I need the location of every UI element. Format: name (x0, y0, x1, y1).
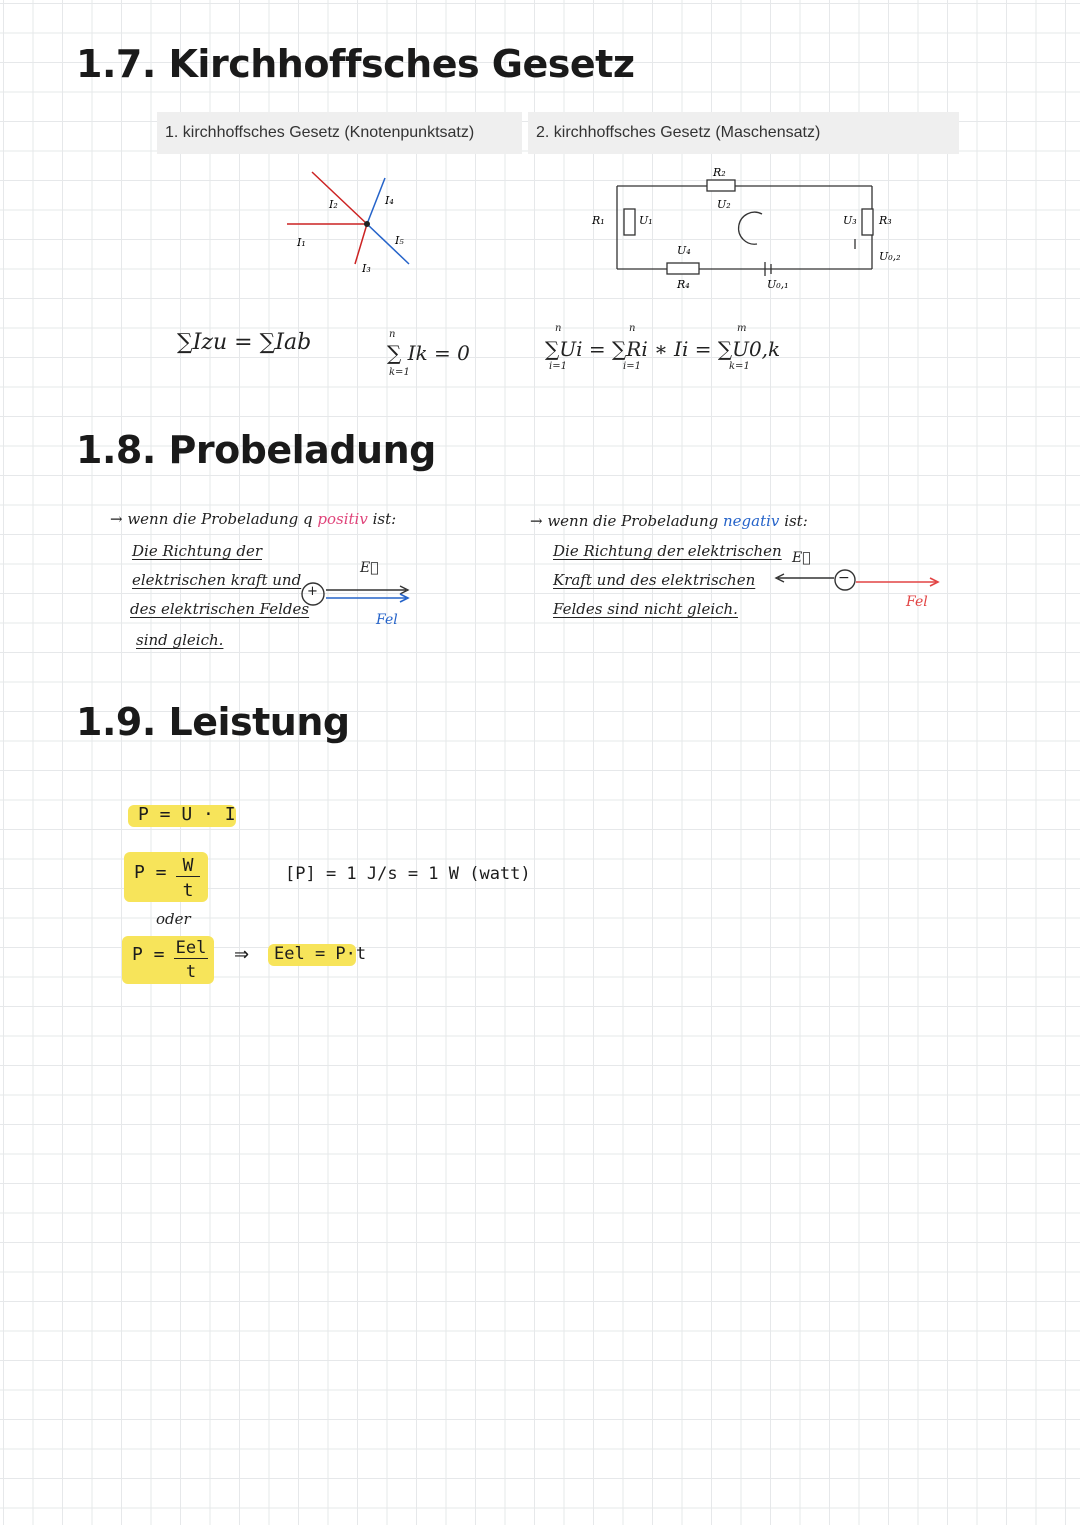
neg-minus-sign: − (838, 570, 850, 586)
neg-f-label: Fel (906, 594, 928, 610)
node-label-i3: I₃ (362, 262, 371, 275)
formula3-bottom-3: k=1 (729, 361, 750, 372)
neg-word: negativ (723, 512, 780, 530)
formula-p-w-left: P = (134, 862, 167, 883)
formula-knoten-2-wrap (367, 317, 517, 387)
formula3-bottom-1: i=1 (549, 361, 567, 372)
formula2-bottom: k=1 (389, 367, 410, 378)
formula3-bottom-2: i=1 (623, 361, 641, 372)
pos-line-2: elektrischen kraft und (132, 571, 302, 589)
formula2-top: n (389, 329, 396, 340)
formula-p-e-num: Eel (175, 938, 207, 958)
formula3-top-1: n (555, 323, 562, 334)
neg-intro-line (530, 512, 808, 530)
formula-knoten-1: ∑Izu = ∑Iab (177, 330, 312, 355)
formula-masche: ∑Ui = ∑Ri ∗ Ii = ∑U0,k (545, 337, 781, 361)
formula3-top-3: m (737, 323, 747, 334)
implies-arrow: ⇒ (234, 944, 250, 965)
pos-intro-line (110, 510, 396, 528)
section-title-probeladung: 1.8. Probeladung (76, 428, 436, 472)
mesh-r3: R₃ (879, 214, 892, 227)
pos-f-label: Fel (376, 612, 398, 628)
pos-plus-sign: + (307, 584, 318, 599)
node-label-i2: I₂ (329, 198, 338, 211)
neg-line-2: Kraft und des elektrischen (553, 571, 756, 589)
formula3-top-2: n (629, 323, 636, 334)
pos-intro: → wenn die Probeladung q (110, 510, 313, 528)
mesh-u2: U₂ (717, 198, 731, 211)
formula-masche-wrap (545, 317, 845, 377)
mesh-u01: U₀,₁ (767, 278, 789, 291)
col1-header: 1. kirchhoffsches Gesetz (Knotenpunktsatz) (157, 112, 522, 154)
formula-p-ui: P = U · I (138, 804, 236, 825)
section-title-kirchhoff: 1.7. Kirchhoffsches Gesetz (76, 42, 635, 86)
mesh-r2: R₂ (713, 166, 726, 179)
unit-definition: [P] = 1 J/s = 1 W (watt) (285, 864, 531, 884)
neg-end: ist: (784, 512, 808, 530)
mesh-r4: R₄ (677, 278, 690, 291)
formula-p-w-den: t (182, 880, 194, 901)
pos-e-label: E⃗ (360, 560, 379, 576)
node-lines (287, 172, 409, 264)
node-label-i5: I₅ (395, 234, 404, 247)
mesh-diagram (587, 164, 927, 294)
neg-e-label: E⃗ (792, 550, 811, 566)
neg-intro: → wenn die Probeladung (530, 512, 719, 530)
oder-text: oder (156, 910, 191, 928)
section-title-leistung: 1.9. Leistung (76, 700, 350, 744)
neg-line-3: Feldes sind nicht gleich. (553, 600, 738, 618)
pos-line-4: sind gleich. (136, 631, 224, 649)
col2-header: 2. kirchhoffsches Gesetz (Maschensatz) (528, 112, 959, 154)
pos-line-3: des elektrischen Feldes (130, 600, 310, 618)
node-label-i1: I₁ (297, 236, 306, 249)
pos-word: positiv (317, 510, 368, 528)
pos-line-1: Die Richtung der (132, 542, 262, 560)
formula-p-w-num: W (176, 855, 200, 877)
mesh-r1: R₁ (592, 214, 605, 227)
mesh-u02: U₀,₂ (879, 250, 901, 263)
mesh-u3: U₃ (843, 214, 857, 227)
formula-eel-pt: Eel = P·t (274, 944, 367, 964)
formula-p-e-left: P = (132, 944, 165, 965)
mesh-u4: U₄ (677, 244, 691, 257)
pos-end: ist: (372, 510, 397, 528)
node-label-i4: I₄ (385, 194, 394, 207)
formula-p-e-den: t (185, 962, 197, 982)
mesh-u1: U₁ (639, 214, 653, 227)
node-diagram (267, 164, 447, 284)
kirchhoff-table (157, 112, 959, 392)
neg-line-1: Die Richtung der elektrischen (553, 542, 782, 560)
formula-knoten-2: ∑ Ik = 0 (387, 341, 470, 365)
